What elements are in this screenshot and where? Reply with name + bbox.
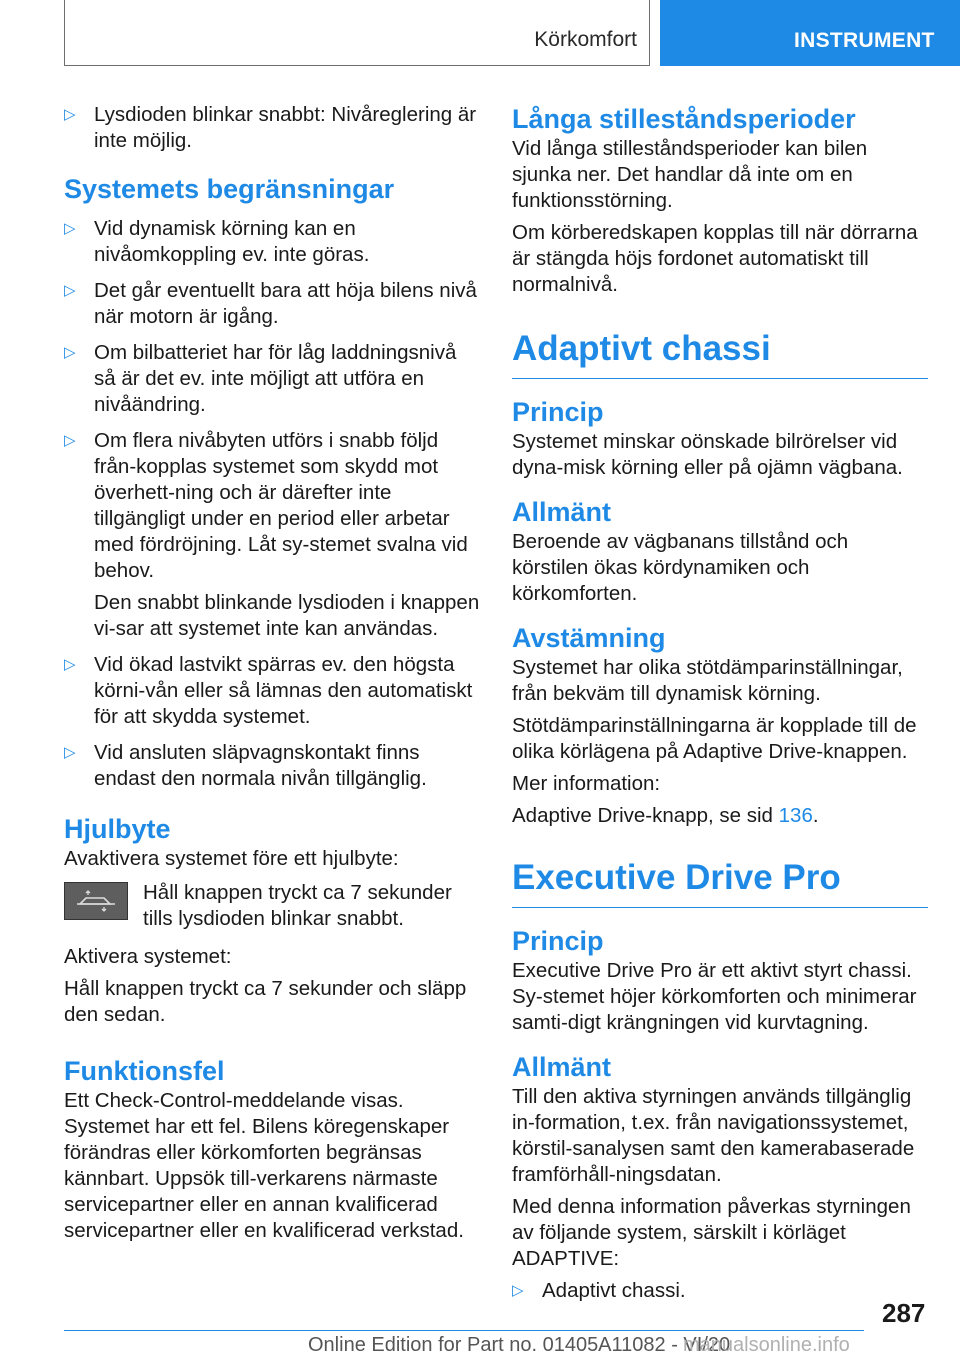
left-column	[64, 102, 480, 1250]
list-item	[64, 216, 480, 268]
fault-text: Ett Check-Control-meddelande visas. Systemet har ett fel. Bilens köregenskaper förändras eller körkomforten begränsas kännbart. Uppsök till-verkarens närmaste servicepartner eller en annan kvalificerad servicepartner eller en kvalificerad verkstad.	[64, 1089, 464, 1242]
reference-end: .	[812, 804, 819, 827]
long-text-1: Vid långa stilleståndsperioder kan bilen sjunka ner. Det handlar då inte om en funktionsstörning.	[512, 137, 868, 212]
bullet-text: Vid ökad lastvikt spärras ev. den högsta körni-vån eller så lämnas den automatiskt för att skydda systemet.	[94, 653, 473, 728]
page-number: 287	[882, 1298, 926, 1328]
wheel-intro: Avaktivera systemet före ett hjulbyte:	[64, 847, 399, 870]
bullet-text: Lysdioden blinkar snabbt: Nivåreglering är inte möjlig.	[94, 103, 477, 152]
button-instruction-text: Håll knappen tryckt ca 7 sekunder tills lysdioden blinkar snabbt.	[143, 881, 452, 930]
watermark: manualsonline.info	[683, 1334, 850, 1356]
right-column	[512, 102, 928, 1314]
heading-principle: Princip	[512, 926, 604, 956]
list-item	[64, 102, 480, 154]
footer-divider	[64, 1330, 864, 1331]
triangle-bullet-icon: ▷	[64, 656, 76, 673]
bullet-text: Adaptivt chassi.	[542, 1279, 686, 1302]
triangle-bullet-icon: ▷	[64, 220, 76, 237]
heading-executive-drive-pro: Executive Drive Pro	[512, 855, 928, 908]
list-item	[64, 428, 480, 642]
triangle-bullet-icon: ▷	[64, 282, 76, 299]
tuning-text-3: Mer information:	[512, 772, 661, 795]
heading-general: Allmänt	[512, 497, 612, 527]
wheel-activate-instruction: Håll knappen tryckt ca 7 sekunder och släpp den sedan.	[64, 977, 467, 1026]
reference-line	[512, 803, 928, 829]
header-section-box	[64, 0, 650, 66]
list-item	[512, 1278, 928, 1304]
bullet-text: Vid ansluten släpvagnskontakt finns endast den normala nivån tillgänglig.	[94, 741, 427, 790]
heading-limits: Systemets begränsningar	[64, 174, 395, 204]
long-text-2: Om körberedskapen kopplas till när dörrarna är stängda höjs fordonet automatiskt till normalnivå.	[512, 221, 918, 296]
edp-general-text-2: Med denna information påverkas styrningen av följande system, särskilt i körläget ADAPTIVE:	[512, 1195, 911, 1270]
general-text: Beroende av vägbanans tillstånd och körstilen ökas kördynamiken och körkomforten.	[512, 530, 849, 605]
triangle-bullet-icon: ▷	[64, 432, 76, 449]
page-reference-link[interactable]: 136	[778, 804, 813, 827]
triangle-bullet-icon: ▷	[64, 744, 76, 761]
heading-long-standstill: Långa stilleståndsperioder	[512, 104, 856, 134]
list-item	[64, 740, 480, 792]
level-button-image	[64, 882, 128, 920]
heading-general: Allmänt	[512, 1052, 612, 1082]
bullet-text: Om flera nivåbyten utförs i snabb följd från-kopplas systemet som skydd mot överhett-ning och är därefter inte tillgängligt under en period eller arbetar med fördröjning. Låt sy-stemet svalna vid behov.	[94, 429, 468, 582]
edp-general-text-1: Till den aktiva styrningen används tillgänglig in-formation, t.ex. från navigationssystemet, körstil-sanalysen samt den kamerabaserade framförhåll-ningsdatan.	[512, 1085, 915, 1186]
section-title: Körkomfort	[534, 28, 637, 51]
bullet-extra-text: Den snabbt blinkande lysdioden i knappen vi-sar att systemet inte kan användas.	[94, 591, 480, 640]
triangle-bullet-icon: ▷	[64, 106, 76, 123]
bullet-text: Det går eventuellt bara att höja bilens nivå när motorn är igång.	[94, 279, 477, 328]
heading-tuning: Avstämning	[512, 623, 666, 653]
chapter-tab-label: INSTRUMENT	[794, 29, 935, 52]
heading-wheel-change: Hjulbyte	[64, 814, 171, 844]
edp-principle-text: Executive Drive Pro är ett aktivt styrt chassi. Sy-stemet höjer körkomforten och minimerar samti-digt krängningen vid kurvtagning.	[512, 959, 917, 1034]
button-instruction	[64, 880, 480, 934]
triangle-bullet-icon: ▷	[64, 344, 76, 361]
bullet-text: Om bilbatteriet har för låg laddningsnivå så är det ev. inte möjligt att utföra en nivåändring.	[94, 341, 457, 416]
heading-adaptive-chassis: Adaptivt chassi	[512, 326, 928, 379]
reference-text: Adaptive Drive-knapp, se sid	[512, 804, 779, 827]
footer-edition: Online Edition for Part no. 01405A11082 - VI/20	[308, 1334, 731, 1356]
list-item	[64, 652, 480, 730]
triangle-bullet-icon: ▷	[512, 1282, 524, 1299]
heading-fault: Funktionsfel	[64, 1056, 225, 1086]
tuning-text-2: Stötdämparinställningarna är kopplade till de olika körlägena på Adaptive Drive-knappen.	[512, 714, 917, 763]
list-item	[64, 340, 480, 418]
heading-principle: Princip	[512, 397, 604, 427]
bullet-text: Vid dynamisk körning kan en nivåomkoppling ev. inte göras.	[94, 217, 370, 266]
list-item	[64, 278, 480, 330]
tuning-text-1: Systemet har olika stötdämparinställningar, från bekväm till dynamisk körning.	[512, 656, 903, 705]
car-level-icon	[74, 889, 118, 913]
wheel-activate: Aktivera systemet:	[64, 945, 232, 968]
principle-text: Systemet minskar oönskade bilrörelser vid dyna-misk körning eller på ojämn vägbana.	[512, 430, 903, 479]
chapter-tab[interactable]	[660, 0, 960, 66]
